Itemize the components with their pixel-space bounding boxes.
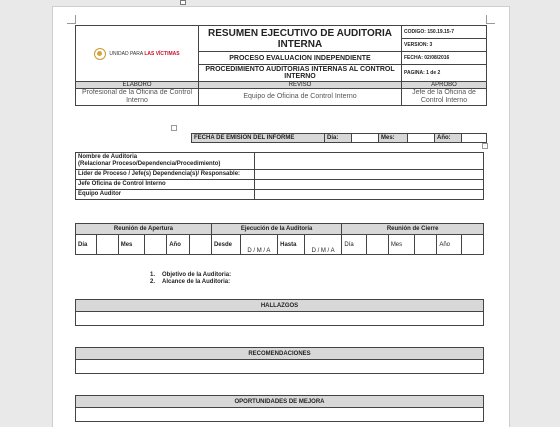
aprobo-value: Jefe de la Oficina de Control Interno [402, 89, 487, 106]
aprobo-label: APROBO [402, 82, 487, 89]
apertura-anio-input[interactable] [189, 235, 211, 255]
recomendaciones-input[interactable] [76, 360, 484, 374]
fecha-emision-label: FECHA DE EMISION DEL INFORME [192, 134, 325, 143]
cierre-dia-input[interactable] [366, 235, 388, 255]
lider-proceso-label: Líder de Proceso / Jefe(s) Dependencia(s)/ Responsable: [76, 170, 255, 180]
nombre-auditoria-line1: Nombre de Auditoria [78, 154, 138, 160]
alcance-label: Alcance de la Auditoria: [162, 279, 231, 285]
hallazgos-table [75, 299, 484, 326]
fecha-dia-label: Día: [325, 134, 352, 143]
objectives-list [150, 272, 231, 286]
objetivo-label: Objetivo de la Auditoria: [162, 272, 232, 278]
reunion-cierre-header: Reunión de Cierre [342, 224, 484, 235]
procedimiento-label: PROCEDIMIENTO AUDITORIAS INTERNAS AL CONTROL INTERNO [199, 65, 402, 82]
oportunidades-input[interactable] [76, 408, 484, 422]
equipo-auditor-input[interactable] [255, 190, 484, 200]
logo-cell [76, 26, 199, 82]
nombre-auditoria-label [76, 153, 255, 170]
pagina-field: PAGINA: 1 de 2 [402, 65, 487, 82]
nombre-auditoria-line2: (Relacionar Proceso/Dependencia/Procedimiento) [78, 161, 221, 167]
ejecucion-hasta-label: Hasta [278, 235, 305, 255]
jefe-oficina-input[interactable] [255, 180, 484, 190]
document-title: RESUMEN EJECUTIVO DE AUDITORIA INTERNA [199, 26, 402, 52]
unidad-victimas-logo [78, 48, 196, 60]
list-item [150, 272, 231, 279]
cierre-dia-label: Día [342, 235, 366, 255]
apertura-anio-label: Año [167, 235, 190, 255]
reviso-value: Equipo de Oficina de Control Interno [199, 89, 402, 106]
elaboro-value: Profesional de la Oficina de Control Interno [76, 89, 199, 106]
crop-mark-top-left [67, 15, 76, 24]
apertura-mes-input[interactable] [145, 235, 167, 255]
codigo-field: CODIGO: 150.19.15-7 [402, 26, 487, 39]
equipo-auditor-label: Equipo Auditor [76, 190, 255, 200]
jefe-oficina-label: Jefe Oficina de Control Interno [76, 180, 255, 190]
crop-mark-top-right [486, 15, 495, 24]
cierre-anio-label: Año [437, 235, 462, 255]
recomendaciones-header: RECOMENDACIONES [76, 348, 484, 360]
ejecucion-desde-input[interactable]: D / M / A [240, 235, 277, 255]
ejecucion-hasta-input[interactable]: D / M / A [304, 235, 341, 255]
fecha-anio-input[interactable] [462, 134, 487, 143]
audit-info-table [75, 152, 484, 200]
fecha-dia-input[interactable] [352, 134, 379, 143]
fecha-anio-label: Año: [435, 134, 462, 143]
ejecucion-header: Ejecución de la Auditoría [211, 224, 341, 235]
cierre-mes-label: Mes [388, 235, 414, 255]
apertura-mes-label: Mes [118, 235, 144, 255]
fecha-emision-table [191, 133, 487, 143]
logo-text-emphasis: LAS VÍCTIMAS [144, 50, 180, 57]
fecha-field: FECHA: 02/08/2016 [402, 52, 487, 65]
list-item [150, 279, 231, 286]
coat-of-arms-icon [94, 48, 106, 60]
list-item-number: 2. [150, 279, 156, 285]
cierre-mes-input[interactable] [415, 235, 437, 255]
apertura-dia-input[interactable] [96, 235, 118, 255]
oportunidades-header: OPORTUNIDADES DE MEJORA [76, 396, 484, 408]
reviso-label: REVISO [199, 82, 402, 89]
nombre-auditoria-input[interactable] [255, 153, 484, 170]
reunion-apertura-header: Reunión de Apertura [76, 224, 212, 235]
logo-text [109, 51, 179, 57]
ejecucion-desde-label: Desde [211, 235, 240, 255]
apertura-dia-label: Día [76, 235, 97, 255]
fecha-mes-input[interactable] [408, 134, 435, 143]
proceso-label: PROCESO EVALUACION INDEPENDIENTE [199, 52, 402, 65]
document-header-table [75, 25, 487, 106]
elaboro-label: ELABORO [76, 82, 199, 89]
meetings-table [75, 223, 484, 255]
hallazgos-header: HALLAZGOS [76, 300, 484, 312]
logo-text-prefix: UNIDAD PARA [109, 50, 145, 57]
cierre-anio-input[interactable] [461, 235, 483, 255]
selection-handle-top[interactable] [180, 0, 186, 5]
table-resize-handle[interactable] [482, 143, 488, 149]
recomendaciones-table [75, 347, 484, 374]
list-item-number: 1. [150, 272, 156, 278]
table-move-handle[interactable] [171, 125, 177, 131]
oportunidades-table [75, 395, 484, 422]
document-page [52, 6, 510, 427]
fecha-mes-label: Mes: [379, 134, 408, 143]
version-field: VERSION: 3 [402, 39, 487, 52]
hallazgos-input[interactable] [76, 312, 484, 326]
lider-proceso-input[interactable] [255, 170, 484, 180]
